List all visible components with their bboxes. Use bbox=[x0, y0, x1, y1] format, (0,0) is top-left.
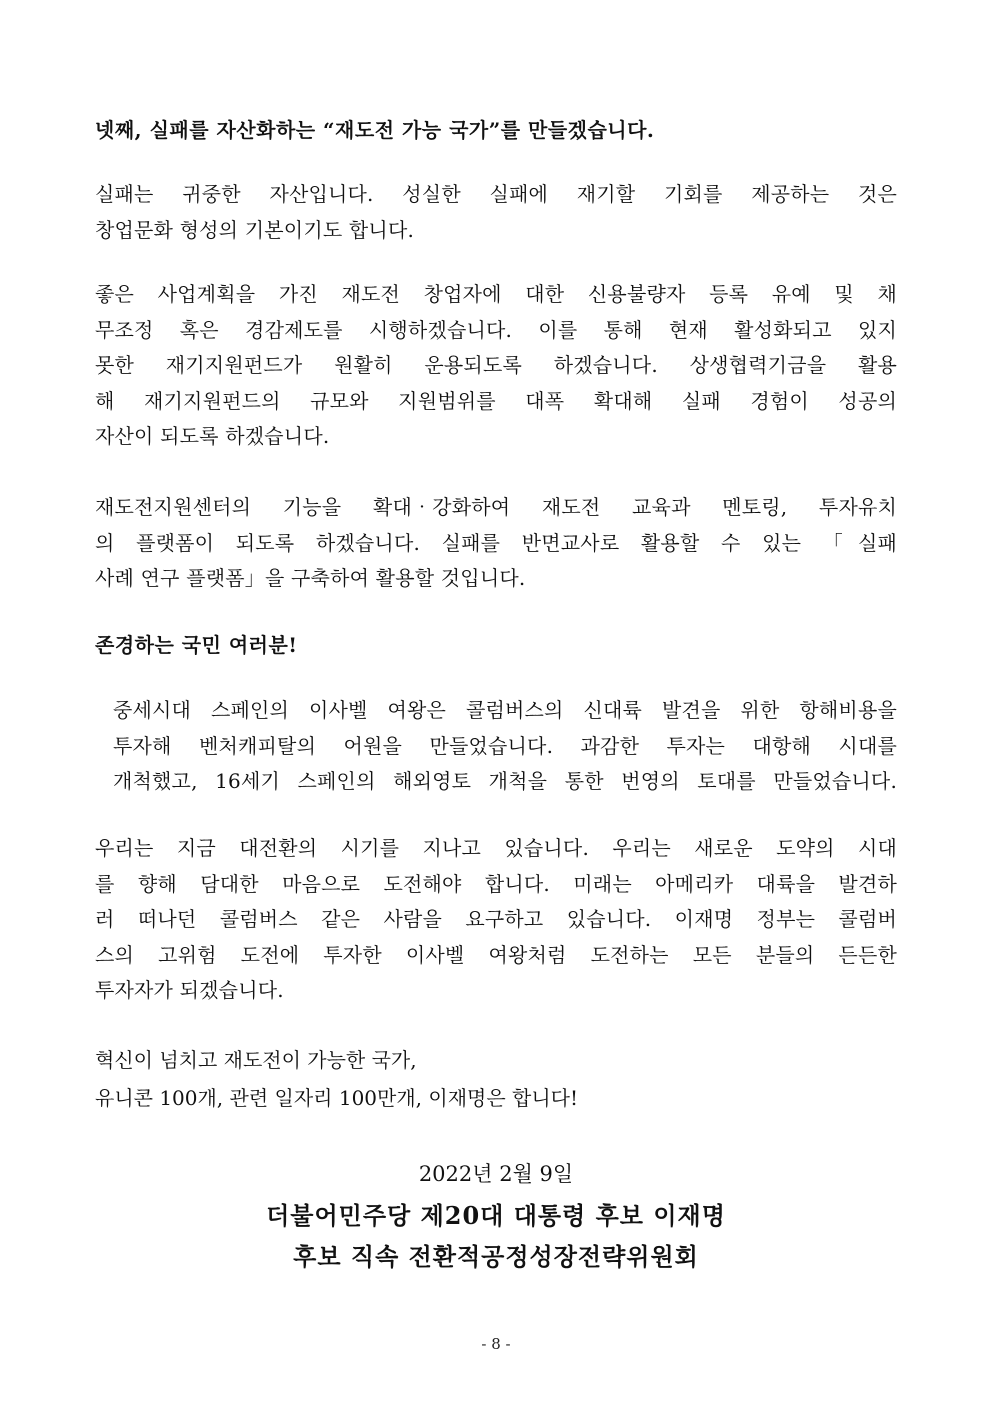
paragraph-line: 좋은 사업계획을 가진 재도전 창업자에 대한 신용불량자 등록 유예 및 채 bbox=[95, 282, 897, 306]
paragraph-isabella bbox=[113, 693, 897, 800]
paragraph-line: 개척했고, 16세기 스페인의 해외영토 개척을 통한 번영의 토대를 만들었습니다. bbox=[113, 769, 897, 793]
document-date: 2022년 2월 9일 bbox=[418, 1162, 574, 1186]
paragraph-line: 창업문화 형성의 기본이기도 합니다. bbox=[95, 217, 415, 242]
paragraph-line: 무조정 혹은 경감제도를 시행하겠습니다. 이를 통해 현재 활성화되고 있지 bbox=[95, 317, 897, 342]
paragraph-line: 를 향해 담대한 마음으로 도전해야 합니다. 미래는 아메리카 대륙을 발견하 bbox=[95, 871, 897, 896]
closing-line: 유니콘 100개, 관련 일자리 100만개, 이재명은 합니다! bbox=[95, 1086, 579, 1110]
paragraph-line: 실패는 귀중한 자산입니다. 성실한 실패에 재기할 기회를 제공하는 것은 bbox=[95, 182, 897, 206]
page-number: - 8 - bbox=[481, 1335, 511, 1353]
paragraph-credit-relief bbox=[95, 277, 897, 455]
paragraph-line: 투자해 벤처캐피탈의 어원을 만들었습니다. 과감한 투자는 대항해 시대를 bbox=[113, 733, 897, 758]
paragraph-line: 재도전지원센터의 기능을 확대‧강화하여 재도전 교육과 멘토링, 투자유치 bbox=[95, 495, 897, 519]
signature-committee: 후보 직속 전환적공정성장전략위원회 bbox=[293, 1242, 699, 1271]
paragraph-line: 의 플랫폼이 되도록 하겠습니다. 실패를 반면교사로 활용할 수 있는 「실패 bbox=[95, 530, 897, 555]
address-heading: 존경하는 국민 여러분! bbox=[95, 633, 298, 657]
section-heading: 넷째, 실패를 자산화하는 “재도전 가능 국가”를 만들겠습니다. bbox=[95, 118, 655, 142]
paragraph-line: 러 떠나던 콜럼버스 같은 사람을 요구하고 있습니다. 이재명 정부는 콜럼버 bbox=[95, 907, 897, 931]
paragraph-line: 우리는 지금 대전환의 시기를 지나고 있습니다. 우리는 새로운 도약의 시대 bbox=[95, 836, 897, 860]
paragraph-line: 투자자가 되겠습니다. bbox=[95, 978, 284, 1002]
paragraph-transition bbox=[95, 831, 897, 1009]
paragraph-line: 해 재기지원펀드의 규모와 지원범위를 대폭 확대해 실패 경험이 성공의 bbox=[95, 388, 897, 413]
paragraph-line: 못한 재기지원펀드가 원활히 운용되도록 하겠습니다. 상생협력기금을 활용 bbox=[95, 353, 897, 377]
paragraph-line: 사례 연구 플랫폼」을 구축하여 활용할 것입니다. bbox=[95, 566, 526, 590]
paragraph-support-center bbox=[95, 490, 897, 597]
closing-statement bbox=[95, 1041, 578, 1117]
closing-line: 혁신이 넘치고 재도전이 가능한 국가, bbox=[95, 1048, 417, 1072]
paragraph-line: 자산이 되도록 하겠습니다. bbox=[95, 424, 330, 448]
paragraph-failure-asset bbox=[95, 177, 897, 248]
signature-candidate: 더불어민주당 제20대 대통령 후보 이재명 bbox=[266, 1201, 726, 1230]
paragraph-line: 중세시대 스페인의 이사벨 여왕은 콜럼버스의 신대륙 발견을 위한 항해비용을 bbox=[113, 698, 897, 722]
paragraph-line: 스의 고위험 도전에 투자한 이사벨 여왕처럼 도전하는 모든 분들의 든든한 bbox=[95, 942, 897, 967]
